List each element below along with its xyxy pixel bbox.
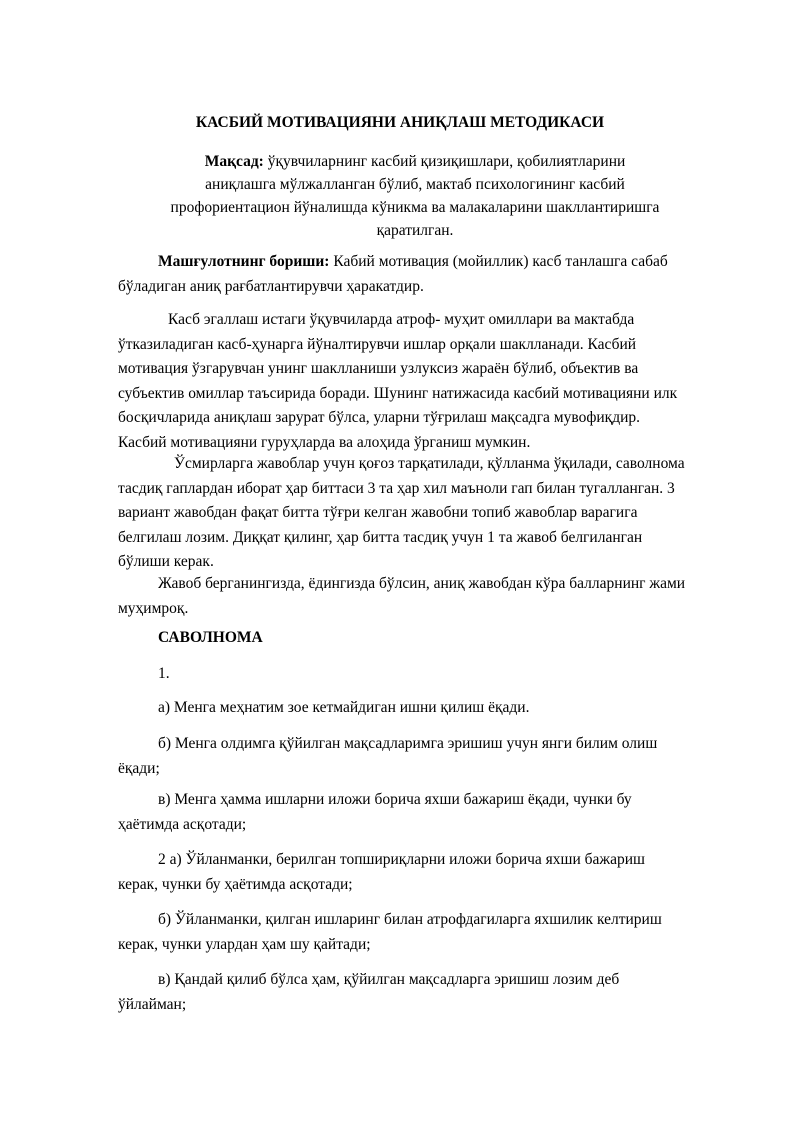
- goal-text: ўқувчиларнинг касбий қизиқишлари, қобилиятларини аниқлашга мўлжалланган бўлиб, мактаб психологининг касбий профориентацион йўналишда кўникма ва малакаларини шакллантиришга қаратилган.: [170, 153, 660, 239]
- question-1-number: 1.: [158, 665, 170, 682]
- goal-label: Мақсад:: [204, 153, 264, 170]
- document-title: КАСБИЙ МОТИВАЦИЯНИ АНИҚЛАШ МЕТОДИКАСИ: [195, 114, 605, 131]
- procedure-paragraph: [118, 250, 688, 299]
- question-2-option-a: 2 а) Ўйланманки, берилган топшириқларни иложи борича яхши бажариш керак, чунки бу ҳаётимда асқотади;: [118, 851, 645, 893]
- question-1-option-b: б) Менга олдимга қўйилган мақсадларимга эришиш учун янги билим олиш ёқади;: [118, 735, 658, 777]
- procedure-label: Машғулотнинг бориши:: [158, 253, 330, 270]
- question-2-option-c: в) Қандай қилиб бўлса ҳам, қўйилган мақсадларга эришиш лозим деб ўйлайман;: [118, 971, 620, 1013]
- paragraph-instructions: Ўсмирларга жавоблар учун қоғоз тарқатилади, қўлланма ўқилади, саволнома тасдиқ гаплардан иборат ҳар биттаси 3 та ҳар хил маъноли гап билан тугалланган. 3 вариант жавобдан фақат битта тўғри келган жавобни топиб жавоблар варагига белгилаш лозим. Диққат қилинг, ҳар битта тасдиқ учун 1 та жавоб белгиланган бўлиши керак.: [118, 455, 685, 570]
- paragraph-formation: Касб эгаллаш истаги ўқувчиларда атроф- муҳит омиллари ва мактабда ўтказиладиган касб-ҳунарга йўналтирувчи ишлар орқали шаклланади. Касбий мотивация ўзгарувчан унинг шаклланиши узлуксиз жараён бўлиб, объектив ва субъектив омиллар таъсирида боради. Шунинг натижасида касбий мотивацияни илк босқичларида аниқлаш зарурат бўлса, уларни тўғрилаш мақсадга мувофиқдир. Касбий мотивацияни гуруҳларда ва алоҳида ўрганиш мумкин.: [118, 311, 678, 451]
- question-1-option-c: в) Менга ҳамма ишларни иложи борича яхши бажариш ёқади, чунки бу ҳаётимда асқотади;: [118, 791, 632, 833]
- goal-paragraph: [170, 150, 660, 242]
- question-1-option-a: а) Менга меҳнатим зое кетмайдиган ишни қилиш ёқади.: [158, 699, 530, 716]
- procedure-text: Кабий мотивация (мойиллик) касб танлашга сабаб бўладиган аниқ рағбатлантирувчи ҳаракатдир.: [118, 253, 668, 295]
- question-2-option-b: б) Ўйланманки, қилган ишларинг билан атрофдагиларга яхшилик келтириш керак, чунки улардан ҳам шу қайтади;: [118, 911, 662, 953]
- paragraph-note: Жавоб берганингизда, ёдингизда бўлсин, аниқ жавобдан кўра балларнинг жами муҳимроқ.: [118, 575, 686, 617]
- questionnaire-heading: САВОЛНОМА: [158, 629, 263, 646]
